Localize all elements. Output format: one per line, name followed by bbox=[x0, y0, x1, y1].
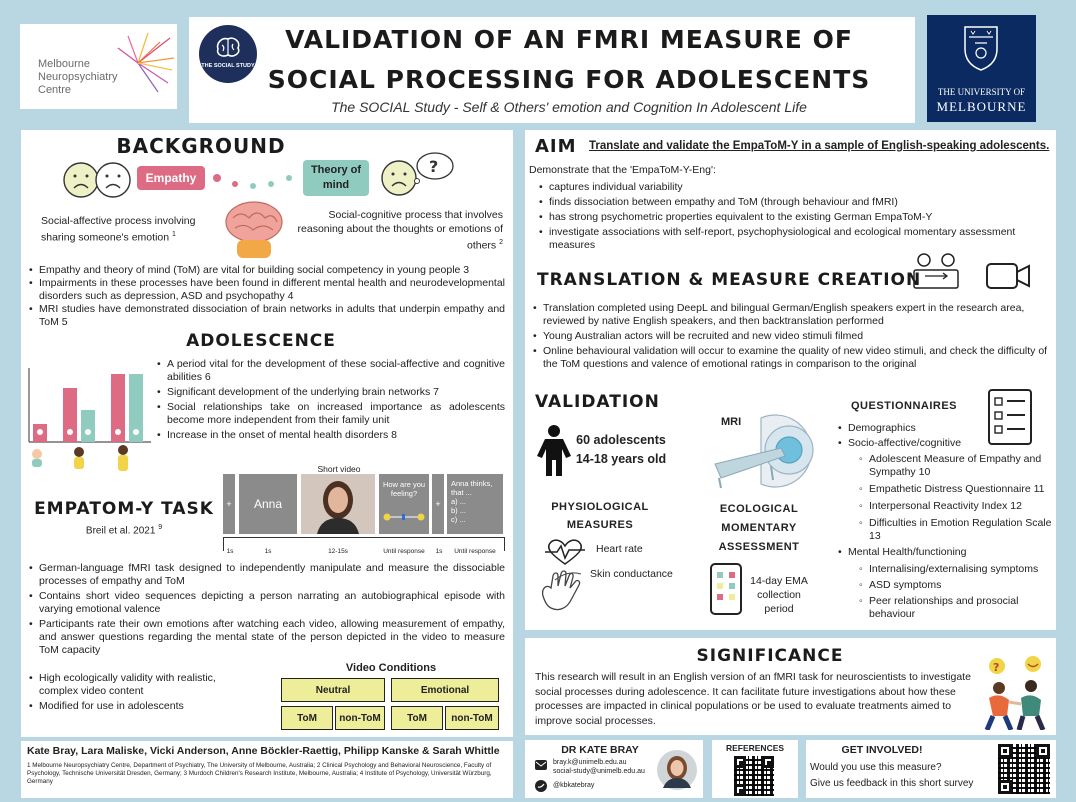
adolescence-heading: ADOLESCENCE bbox=[186, 331, 336, 351]
list-item: ◦ Adolescent Measure of Empathy and Sympathy 10 bbox=[859, 453, 1052, 479]
list-item: • Socio-affective/cognitive bbox=[838, 437, 1052, 450]
significance-box bbox=[525, 638, 1056, 735]
tom-question-slide bbox=[447, 474, 503, 534]
list-item: • Participants rate their own emotions after watching each video, allowing measurement of empathy, and answer questions regarding the mental state of the person depicted in the video to measure ToM capacity bbox=[29, 618, 505, 657]
tom-option: b) ... bbox=[451, 506, 467, 515]
mri-label: MRI bbox=[721, 416, 742, 428]
email-icon bbox=[535, 760, 547, 770]
list-item: • Young Australian actors will be recruited and new video stimuli filmed bbox=[533, 330, 1049, 343]
aim-intro: Demonstrate that the 'EmpaToM-Y-Eng': bbox=[529, 164, 716, 176]
mnc-logo-text: Melbourne Neuropsychiatry Centre bbox=[38, 58, 118, 96]
list-item: ◦ Internalising/externalising symptoms bbox=[859, 563, 1052, 576]
phone-app-icon bbox=[709, 562, 743, 616]
questionnaire-sublist-1 bbox=[859, 453, 1052, 543]
list-item: • Significant development of the underlying brain networks 7 bbox=[157, 386, 505, 399]
references-heading: REFERENCES bbox=[725, 743, 785, 753]
twitter-handle[interactable]: @kbkatebray bbox=[553, 782, 595, 789]
task-citation: Breil et al. 2021 $^9$ bbox=[85, 524, 163, 537]
timing-label: 12-15s bbox=[328, 548, 348, 555]
translation-bullets bbox=[533, 302, 1049, 371]
title-box bbox=[189, 17, 915, 123]
tom-option: a) ... bbox=[451, 497, 467, 506]
emotional-tom-cell: ToM bbox=[391, 706, 443, 730]
list-item: • MRI studies have demonstrated dissociation of brain networks in adults that underpin empathy and ToM 5 bbox=[29, 303, 505, 329]
list-item: • Social relationships take on increased importance as adolescents become more independent from their family unit bbox=[157, 401, 505, 427]
video-conditions-title: Video Conditions bbox=[345, 662, 437, 674]
list-item: • Empathy and theory of mind (ToM) are vital for building social competency in young people 3 bbox=[29, 264, 505, 277]
questionnaire-sublist-2 bbox=[859, 561, 1052, 621]
skin-conductance-label: Skin conductance bbox=[590, 568, 673, 580]
list-item: • Demographics bbox=[838, 422, 1052, 435]
video-camera-icon bbox=[985, 262, 1031, 290]
tom-question: Anna thinks, that ... bbox=[451, 479, 493, 497]
emotional-cell: Emotional bbox=[391, 678, 499, 702]
title-line-2: SOCIAL PROCESSING FOR ADOLESCENTS bbox=[267, 65, 871, 94]
authors-box bbox=[21, 741, 513, 798]
list-item: • has strong psychometric properties equivalent to the existing German EmpaToM-Y bbox=[539, 211, 1039, 224]
questionnaire-list-2 bbox=[838, 546, 1052, 559]
list-item: ◦ Difficulties in Emotion Regulation Scale 13 bbox=[859, 517, 1052, 543]
rating-slider-icon bbox=[383, 512, 425, 522]
validation-heading: VALIDATION bbox=[535, 392, 660, 412]
list-item: • investigate associations with self-report, psychophysiological and ecological momentary assessment measures bbox=[539, 226, 1039, 252]
uni-name-line-1: THE UNIVERSITY OF bbox=[937, 87, 1026, 97]
get-involved-heading: GET INVOLVED! bbox=[841, 744, 923, 756]
neutral-cell: Neutral bbox=[281, 678, 385, 702]
references-qr-code[interactable] bbox=[734, 756, 774, 796]
university-logo bbox=[927, 15, 1036, 122]
get-involved-box bbox=[806, 740, 1056, 798]
dots-connector-icon bbox=[207, 170, 303, 192]
subtitle: The SOCIAL Study - Self & Others' emotion and Cognition In Adolescent Life bbox=[331, 99, 807, 115]
video-frame bbox=[301, 474, 375, 534]
significance-heading: SIGNIFICANCE bbox=[696, 646, 844, 666]
neutral-nontom-cell: non-ToM bbox=[335, 706, 385, 730]
tom-option: c) ... bbox=[451, 515, 466, 524]
task-heading: EMPATOM-Y TASK bbox=[34, 499, 214, 519]
email-2[interactable]: social-study@unimelb.edu.au bbox=[553, 768, 645, 775]
participant-count: 60 adolescents bbox=[576, 433, 666, 447]
list-item: • High ecologically validity with realistic, complex video content bbox=[29, 672, 239, 698]
short-video-label: Short video bbox=[317, 464, 361, 474]
empathy-label: Empathy bbox=[137, 166, 205, 190]
growth-bar-chart-icon bbox=[23, 366, 155, 476]
tom-label: Theory of mind bbox=[303, 160, 369, 196]
emotional-nontom-cell: non-ToM bbox=[445, 706, 499, 730]
list-item: ◦ Empathetic Distress Questionnaire 11 bbox=[859, 483, 1052, 496]
background-heading: BACKGROUND bbox=[116, 134, 286, 158]
name-slide: Anna bbox=[239, 474, 297, 534]
brain-illustration-icon bbox=[219, 200, 289, 258]
ema-period: 14-day EMA collection period bbox=[750, 575, 808, 615]
author-affiliations: 1 Melbourne Neuropsychiatry Centre, Department of Psychiatry, The University of Melbourne, Australia; 2 Clinical Psychology and Behavioral Neuroscience, Faculty of Psychology, Technische Universität Dresden, Germany; 3 Murdoch Children's Research Institute, Melbourne, Australia; 4 Institute of Psychology, Universität Würzburg, Germany bbox=[27, 762, 492, 785]
list-item: • Impairments in these processes have been found in different mental health and neurodevelopmental disorders such as depression, ASD and psychopathy 4 bbox=[29, 277, 505, 303]
timing-label: Until response bbox=[454, 548, 496, 555]
svg-text:?: ? bbox=[429, 157, 439, 176]
list-item: • Contains short video sequences depicting a person narrating an autobiographical episode with varying emotional valence bbox=[29, 590, 505, 616]
mnc-logo-box bbox=[20, 24, 177, 109]
questionnaires-heading: QUESTIONNAIRES bbox=[851, 400, 958, 412]
hand-sensor-icon bbox=[537, 570, 589, 614]
fixation-cross-2: + bbox=[432, 474, 444, 534]
list-item: • finds dissociation between empathy and ToM (through behaviour and fMRI) bbox=[539, 196, 1039, 209]
thinking-face-icon bbox=[377, 150, 457, 200]
aim-statement: Translate and validate the EmpaToM-Y in a sample of English-speaking adolescents. bbox=[589, 140, 1050, 152]
participant-ages: 14-18 years old bbox=[575, 452, 667, 466]
timing-label: 1s bbox=[435, 548, 443, 555]
title-line-1: VALIDATION OF AN FMRI MEASURE OF bbox=[285, 25, 853, 54]
timing-label: 1s bbox=[264, 548, 272, 555]
list-item: • captures individual variability bbox=[539, 181, 1039, 194]
fixation-cross-1: + bbox=[223, 474, 235, 534]
email-1[interactable]: bray.k@unimelb.edu.au bbox=[553, 759, 627, 766]
tom-description: Social-cognitive process that involves reasoning about the thoughts or emotions of others $^2$ bbox=[297, 209, 503, 252]
author-names: Kate Bray, Lara Maliske, Vicki Anderson, Anne Böckler-Raettig, Philipp Kanske & Sarah Whittle bbox=[27, 745, 500, 757]
references-box bbox=[712, 740, 798, 798]
neutral-tom-cell: ToM bbox=[281, 706, 333, 730]
ema-heading: ECOLOGICAL MOMENTARY ASSESSMENT bbox=[718, 503, 800, 553]
list-item: • Increase in the onset of mental health disorders 8 bbox=[157, 429, 505, 442]
right-column bbox=[525, 130, 1056, 630]
rating-question: How are you feeling? bbox=[382, 480, 426, 498]
contact-name: DR KATE BRAY bbox=[561, 744, 639, 756]
adolescence-bullets bbox=[157, 358, 505, 442]
list-item: • Modified for use in adolescents bbox=[29, 700, 239, 713]
significance-text: This research will result in an English version of an fMRI task for neuroscientists to investigate social processes during adolescence. It can facilitate future investigations about how these processes are impacted in clinical populations or be used to evaluate treatments aimed to improve social processes. bbox=[535, 671, 971, 727]
empathy-description: Social-affective process involving sharing someone's emotion $^1$ bbox=[41, 215, 196, 244]
list-item: ◦ ASD symptoms bbox=[859, 579, 1052, 592]
task-bullets-short bbox=[29, 672, 239, 713]
rating-slide bbox=[379, 474, 429, 534]
translation-heading: TRANSLATION & MEASURE CREATION bbox=[537, 270, 922, 290]
list-item: • German-language fMRI task designed to independently manipulate and measure the dissociable processes of empathy and ToM bbox=[29, 562, 505, 588]
list-item: • Mental Health/functioning bbox=[838, 546, 1052, 559]
heart-rate-icon bbox=[543, 538, 587, 566]
twitter-icon bbox=[535, 780, 547, 792]
uni-name-line-2: MELBOURNE bbox=[936, 99, 1027, 114]
person-icon bbox=[535, 424, 573, 478]
university-crest-icon bbox=[961, 23, 1001, 71]
timing-label: Until response bbox=[383, 548, 425, 555]
translators-icon bbox=[911, 250, 961, 290]
task-bullets bbox=[29, 562, 505, 657]
list-item: ◦ Peer relationships and prosocial behaviour bbox=[859, 595, 1052, 621]
aim-bullets bbox=[539, 179, 1039, 252]
conversation-people-icon bbox=[981, 654, 1051, 730]
heart-rate-label: Heart rate bbox=[596, 543, 643, 555]
contact-emails bbox=[553, 758, 645, 776]
survey-qr-code[interactable] bbox=[998, 744, 1050, 794]
brain-icon bbox=[214, 35, 242, 59]
actor-video-icon bbox=[301, 474, 375, 534]
list-item: • Online behavioural validation will occur to examine the quality of new video stimuli, and check the difficulty of the ToM questions and valence of emotional ratings in comparison to the original bbox=[533, 345, 1049, 371]
list-item: ◦ Interpersonal Reactivity Index 12 bbox=[859, 500, 1052, 513]
mri-scanner-icon bbox=[711, 408, 821, 490]
get-involved-line-2: Give us feedback in this short survey bbox=[810, 778, 974, 789]
contact-box bbox=[525, 740, 703, 798]
task-diagram bbox=[223, 460, 507, 560]
aim-heading: AIM bbox=[535, 136, 577, 157]
physio-heading: PHYSIOLOGICAL MEASURES bbox=[551, 501, 649, 531]
sad-faces-icon bbox=[61, 160, 133, 200]
avatar bbox=[657, 750, 697, 790]
list-item: • Translation completed using DeepL and bilingual German/English speakers expert in the research area, reviewed by native English speakers, and then backtranslation performed bbox=[533, 302, 1049, 328]
background-bullets bbox=[29, 264, 505, 329]
list-item: • A period vital for the development of these social-affective and cognitive abilities 6 bbox=[157, 358, 505, 384]
svg-text:?: ? bbox=[993, 661, 1000, 674]
get-involved-line-1: Would you use this measure? bbox=[810, 762, 942, 773]
left-column bbox=[21, 130, 513, 737]
social-logo-text: THE SOCIAL STUDY bbox=[201, 63, 255, 69]
timing-label: 1s bbox=[226, 548, 234, 555]
questionnaire-list bbox=[838, 422, 1052, 450]
